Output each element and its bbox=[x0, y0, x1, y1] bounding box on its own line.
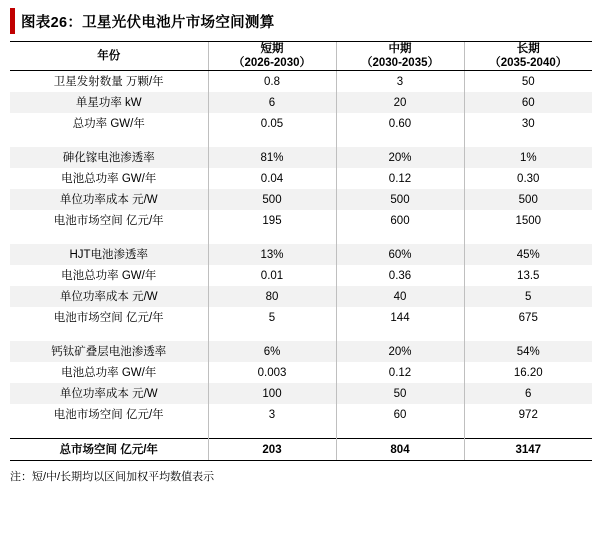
row-label: 电池总功率 GW/年 bbox=[61, 366, 157, 379]
row-value: 203 bbox=[208, 439, 336, 461]
market-space-table bbox=[10, 41, 592, 461]
row-value bbox=[336, 328, 464, 341]
row-value: 0.8 bbox=[208, 71, 336, 93]
table-row bbox=[10, 231, 592, 244]
row-value: 0.003 bbox=[208, 362, 336, 383]
row-value: 0.60 bbox=[336, 113, 464, 134]
row-value: 6 bbox=[208, 92, 336, 113]
row-value bbox=[336, 231, 464, 244]
row-label: 钙钛矿叠层电池渗透率 bbox=[10, 341, 208, 362]
row-label: 总市场空间 亿元/年 bbox=[10, 439, 208, 461]
row-label: 电池市场空间 亿元/年 bbox=[53, 214, 164, 227]
row-label bbox=[10, 328, 208, 341]
row-value: 6% bbox=[208, 341, 336, 362]
row-value: 3 bbox=[208, 404, 336, 425]
column-header-mid-term: 中期 （2030-2035） bbox=[336, 42, 464, 71]
row-value: 80 bbox=[208, 286, 336, 307]
table-header-row bbox=[10, 42, 592, 71]
row-label: 电池市场空间 亿元/年 bbox=[53, 311, 164, 324]
row-value: 972 bbox=[464, 404, 592, 425]
row-value bbox=[464, 425, 592, 439]
table-row bbox=[10, 439, 592, 461]
table-row bbox=[10, 307, 592, 328]
table-row bbox=[10, 210, 592, 231]
row-value: 60 bbox=[464, 92, 592, 113]
row-value: 0.04 bbox=[208, 168, 336, 189]
row-label: 单位功率成本 元/W bbox=[10, 286, 208, 307]
row-value: 1500 bbox=[464, 210, 592, 231]
page-title: 图表26：卫星光伏电池片市场空间测算 bbox=[21, 14, 275, 31]
row-value: 195 bbox=[208, 210, 336, 231]
row-label bbox=[10, 231, 208, 244]
row-value bbox=[208, 134, 336, 147]
row-label: 总功率 GW/年 bbox=[72, 117, 145, 130]
row-value: 0.30 bbox=[464, 168, 592, 189]
row-label: 电池总功率 GW/年 bbox=[61, 269, 157, 282]
table-row bbox=[10, 113, 592, 134]
row-value: 0.12 bbox=[336, 362, 464, 383]
row-value: 0.12 bbox=[336, 168, 464, 189]
table-row bbox=[10, 425, 592, 439]
column-header-year: 年份 bbox=[10, 42, 208, 71]
table-row bbox=[10, 92, 592, 113]
row-value: 50 bbox=[464, 71, 592, 93]
row-value bbox=[208, 328, 336, 341]
table-row bbox=[10, 328, 592, 341]
row-value: 60% bbox=[336, 244, 464, 265]
row-value: 1% bbox=[464, 147, 592, 168]
row-value: 0.36 bbox=[336, 265, 464, 286]
row-label: 电池总功率 GW/年 bbox=[61, 172, 157, 185]
row-label: 电池市场空间 亿元/年 bbox=[53, 408, 164, 421]
table-body bbox=[10, 71, 592, 461]
table-row bbox=[10, 404, 592, 425]
table-row bbox=[10, 168, 592, 189]
table-row bbox=[10, 147, 592, 168]
row-value bbox=[208, 231, 336, 244]
row-value: 6 bbox=[464, 383, 592, 404]
row-label: 单位功率成本 元/W bbox=[10, 189, 208, 210]
row-value: 3 bbox=[336, 71, 464, 93]
row-value: 0.05 bbox=[208, 113, 336, 134]
row-value: 50 bbox=[336, 383, 464, 404]
row-label: 卫星发射数量 万颗/年 bbox=[53, 75, 164, 88]
row-value: 3147 bbox=[464, 439, 592, 461]
row-value: 13% bbox=[208, 244, 336, 265]
row-value: 20% bbox=[336, 341, 464, 362]
row-value: 0.01 bbox=[208, 265, 336, 286]
row-value: 20 bbox=[336, 92, 464, 113]
column-header-short-term: 短期 （2026-2030） bbox=[208, 42, 336, 71]
row-value: 144 bbox=[336, 307, 464, 328]
row-label: 单星功率 kW bbox=[10, 92, 208, 113]
row-value bbox=[464, 328, 592, 341]
table-row bbox=[10, 71, 592, 93]
row-value: 5 bbox=[464, 286, 592, 307]
row-value: 804 bbox=[336, 439, 464, 461]
row-value: 100 bbox=[208, 383, 336, 404]
row-label bbox=[10, 425, 208, 439]
table-row bbox=[10, 362, 592, 383]
table-row bbox=[10, 341, 592, 362]
row-label: 单位功率成本 元/W bbox=[10, 383, 208, 404]
figure-title-bar bbox=[10, 8, 592, 34]
row-label: 砷化镓电池渗透率 bbox=[10, 147, 208, 168]
figure-note: 注：短/中/长期均以区间加权平均数值表示 bbox=[10, 471, 215, 483]
row-value: 675 bbox=[464, 307, 592, 328]
row-value bbox=[336, 425, 464, 439]
row-value: 500 bbox=[464, 189, 592, 210]
table-row bbox=[10, 189, 592, 210]
row-value: 45% bbox=[464, 244, 592, 265]
table-row bbox=[10, 244, 592, 265]
row-value: 20% bbox=[336, 147, 464, 168]
table-row bbox=[10, 134, 592, 147]
row-value bbox=[208, 425, 336, 439]
row-value: 81% bbox=[208, 147, 336, 168]
row-value bbox=[464, 134, 592, 147]
row-value: 500 bbox=[336, 189, 464, 210]
row-value: 54% bbox=[464, 341, 592, 362]
table-row bbox=[10, 286, 592, 307]
row-value: 500 bbox=[208, 189, 336, 210]
row-value: 60 bbox=[336, 404, 464, 425]
row-value bbox=[464, 231, 592, 244]
column-header-long-term: 长期 （2035-2040） bbox=[464, 42, 592, 71]
row-label bbox=[10, 134, 208, 147]
row-value: 16.20 bbox=[464, 362, 592, 383]
row-value bbox=[336, 134, 464, 147]
row-value: 5 bbox=[208, 307, 336, 328]
table-row bbox=[10, 265, 592, 286]
table-row bbox=[10, 383, 592, 404]
row-value: 40 bbox=[336, 286, 464, 307]
row-value: 13.5 bbox=[464, 265, 592, 286]
row-label: HJT电池渗透率 bbox=[10, 244, 208, 265]
table-header bbox=[10, 42, 592, 71]
row-value: 600 bbox=[336, 210, 464, 231]
row-value: 30 bbox=[464, 113, 592, 134]
